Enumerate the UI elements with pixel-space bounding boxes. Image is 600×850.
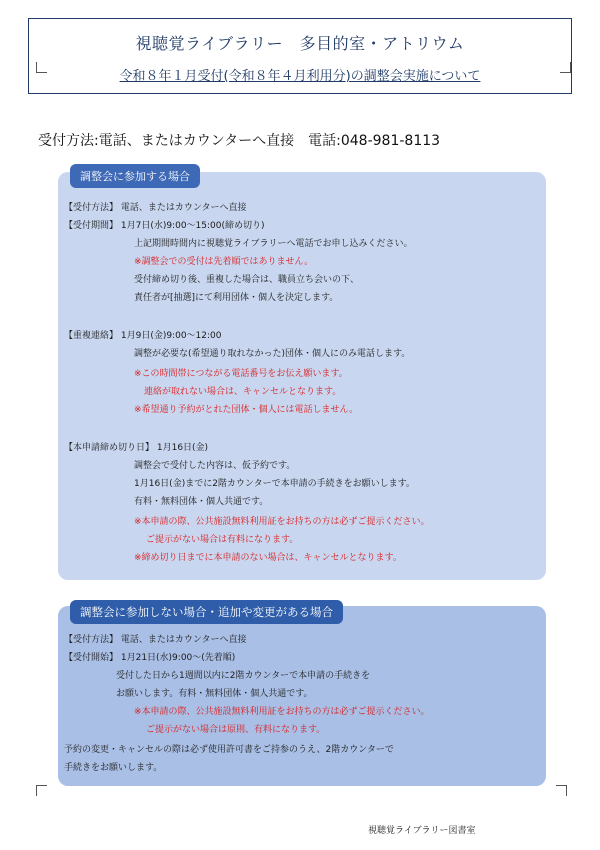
text-line: お願いします。有料・無料団体・個人共通です。 [116,689,313,699]
panel-not-attend-tab: 調整会に参加しない場合・追加や変更がある場合 [70,600,343,624]
text-line: 受付した日から1週間以内に2階カウンターで本申請の手続きを [116,671,371,681]
notice-line: 連絡が取れない場合は、キャンセルとなります。 [144,387,342,397]
title-box [28,18,572,94]
notice-line: ご提示がない場合は原則、有料になります。 [146,725,326,735]
text-line: 【受付期間】 1月7日(水)9:00～15:00(締め切り) [64,221,265,231]
text-line: 1月16日(金)までに2階カウンターで本申請の手続きをお願いします。 [134,479,415,489]
crop-mark-bottom-right [556,785,567,796]
text-line: 【受付方法】 電話、またはカウンターへ直接 [64,635,247,645]
text-line: 【本申請締め切り日】 1月16日(金) [64,443,209,453]
notice-line: ※希望通り予約がとれた団体・個人には電話しません。 [134,405,359,415]
panel-attend [58,172,546,580]
crop-mark-bottom-left [36,785,47,796]
notice-line: ※本申請の際、公共施設無料利用証をお持ちの方は必ずご提示ください。 [134,707,430,717]
title-main: 視聴覚ライブラリー 多目的室・アトリウム [135,34,465,53]
text-line: 手続きをお願いします。 [64,763,163,773]
panel-not-attend [58,606,546,786]
notice-line: ご提示がない場合は有料になります。 [146,535,299,545]
notice-line: ※調整会での受付は先着順ではありません。 [134,257,314,267]
reception-method: 受付方法:電話、またはカウンターへ直接 電話:048-981-8113 [38,133,441,149]
footer-library-name: 視聴覚ライブラリー図書室 [368,826,476,836]
notice-line: ※この時間帯につながる電話番号をお伝え願います。 [134,369,348,379]
text-line: 調整会で受付した内容は、仮予約です。 [134,461,296,471]
text-line: 【受付方法】 電話、またはカウンターへ直接 [64,203,247,213]
text-line: 責任者が[抽選]にて利用団体・個人を決定します。 [134,293,339,303]
text-line: 【受付開始】 1月21日(水)9:00～(先着順) [64,653,236,663]
text-line: 【重複連絡】 1月9日(金)9:00～12:00 [64,331,222,341]
text-line: 調整が必要な(希望通り取れなかった)団体・個人にのみ電話します。 [134,349,411,359]
text-line: 受付締め切り後、重複した場合は、職員立ち会いの下、 [134,275,360,285]
panel-attend-tab: 調整会に参加する場合 [70,164,200,188]
text-line: 有料・無料団体・個人共通です。 [134,497,269,507]
notice-line: ※本申請の際、公共施設無料利用証をお持ちの方は必ずご提示ください。 [134,517,430,527]
title-sub: 令和８年１月受付(令和８年４月利用分)の調整会実施について [119,69,481,84]
notice-line: ※締め切り日までに本申請のない場合は、キャンセルとなります。 [134,553,402,563]
text-line: 上記期間時間内に視聴覚ライブラリーへ電話でお申し込みください。 [134,239,413,249]
text-line: 予約の変更・キャンセルの際は必ず使用許可書をご持参のうえ、2階カウンターで [64,745,394,755]
